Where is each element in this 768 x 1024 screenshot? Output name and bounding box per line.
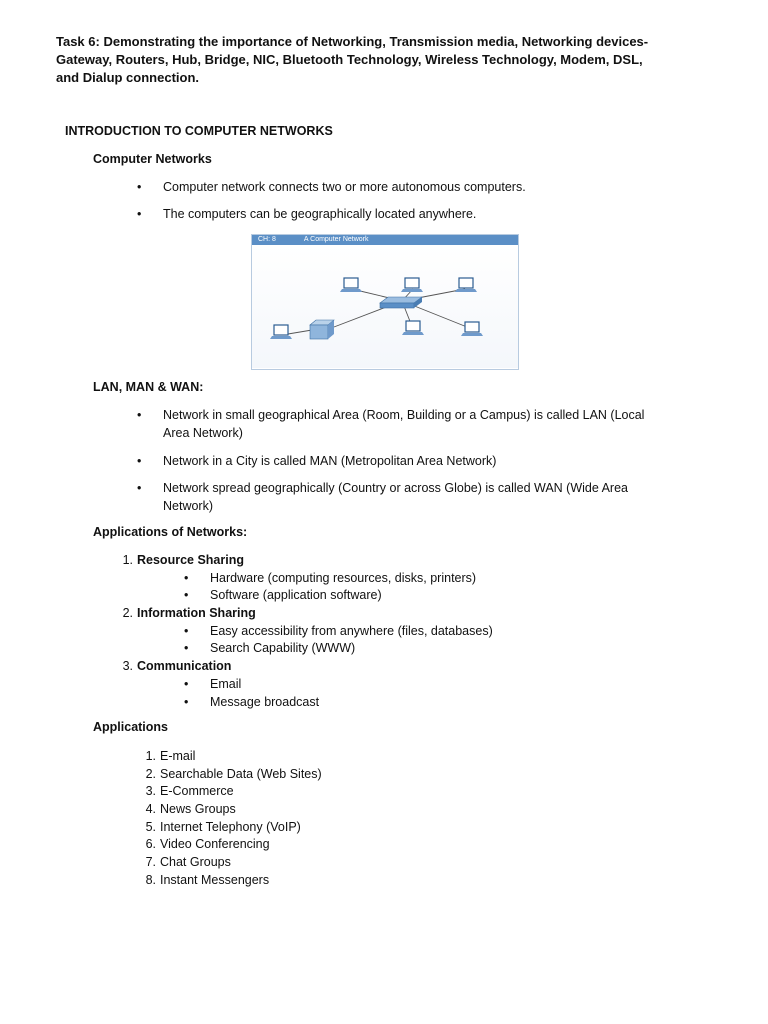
numbered-item: 2. Information Sharing — [122, 606, 256, 620]
list-item: 6. Video Conferencing — [145, 837, 270, 851]
computer-networks-heading: Computer Networks — [93, 152, 212, 166]
numbered-item: 3. Communication — [122, 659, 232, 673]
list-item: 5. Internet Telephony (VoIP) — [145, 820, 301, 834]
bullet-icon — [137, 479, 163, 515]
bullet-item: • The computers can be geographically located anywhere. — [137, 205, 677, 223]
bullet-icon — [184, 639, 210, 657]
list-item: 2. Searchable Data (Web Sites) — [145, 767, 322, 781]
bullet-icon — [184, 693, 210, 711]
list-item: 1. E-mail — [145, 749, 196, 763]
bullet-icon — [184, 675, 210, 693]
bullet-icon — [184, 622, 210, 640]
list-item: 4. News Groups — [145, 802, 236, 816]
bullet-item: • Network spread geographically (Country or across Globe) is called WAN (Wide Area Network) — [137, 479, 667, 515]
bullet-icon — [137, 452, 163, 470]
sub-bullet-item: • Email — [184, 675, 241, 693]
bullet-icon — [137, 178, 163, 196]
sub-bullet-item: • Software (application software) — [184, 586, 382, 604]
applications-heading: Applications — [93, 720, 169, 734]
applications-of-networks-heading: Applications of Networks: — [93, 525, 248, 539]
task-title: Task 6: Demonstrating the importance of Networking, Transmission media, Networking devices- Gateway, Routers, Hub, Bridge, NIC, Bluetooth Technology, Wireless Technology, Modem, DSL, and Dialup connection. — [56, 34, 649, 85]
network-figure — [251, 234, 519, 370]
bullet-icon — [137, 205, 163, 223]
sub-bullet-item: • Message broadcast — [184, 693, 319, 711]
bullet-item: • Network in a City is called MAN (Metropolitan Area Network) — [137, 452, 667, 470]
bullet-icon — [137, 406, 163, 442]
lan-man-wan-heading: LAN, MAN & WAN: — [93, 380, 204, 394]
figure-header: CH: 8 A Computer Network — [252, 235, 518, 245]
server-icon — [310, 320, 334, 339]
sub-bullet-item: • Easy accessibility from anywhere (files, databases) — [184, 622, 493, 640]
network-diagram — [252, 245, 518, 368]
list-item: 8. Instant Messengers — [145, 873, 270, 887]
bullet-item: • Computer network connects two or more autonomous computers. — [137, 178, 677, 196]
list-item: 7. Chat Groups — [145, 855, 231, 869]
bullet-icon — [184, 569, 210, 587]
bullet-item: • Network in small geographical Area (Room, Building or a Campus) is called LAN (Local Area Network) — [137, 406, 667, 442]
intro-heading: INTRODUCTION TO COMPUTER NETWORKS — [65, 124, 333, 138]
list-item: 3. E-Commerce — [145, 784, 234, 798]
sub-bullet-item: • Search Capability (WWW) — [184, 639, 355, 657]
bullet-icon — [184, 586, 210, 604]
sub-bullet-item: • Hardware (computing resources, disks, printers) — [184, 569, 476, 587]
numbered-item: 1. Resource Sharing — [122, 553, 244, 567]
hub-icon — [380, 297, 422, 308]
